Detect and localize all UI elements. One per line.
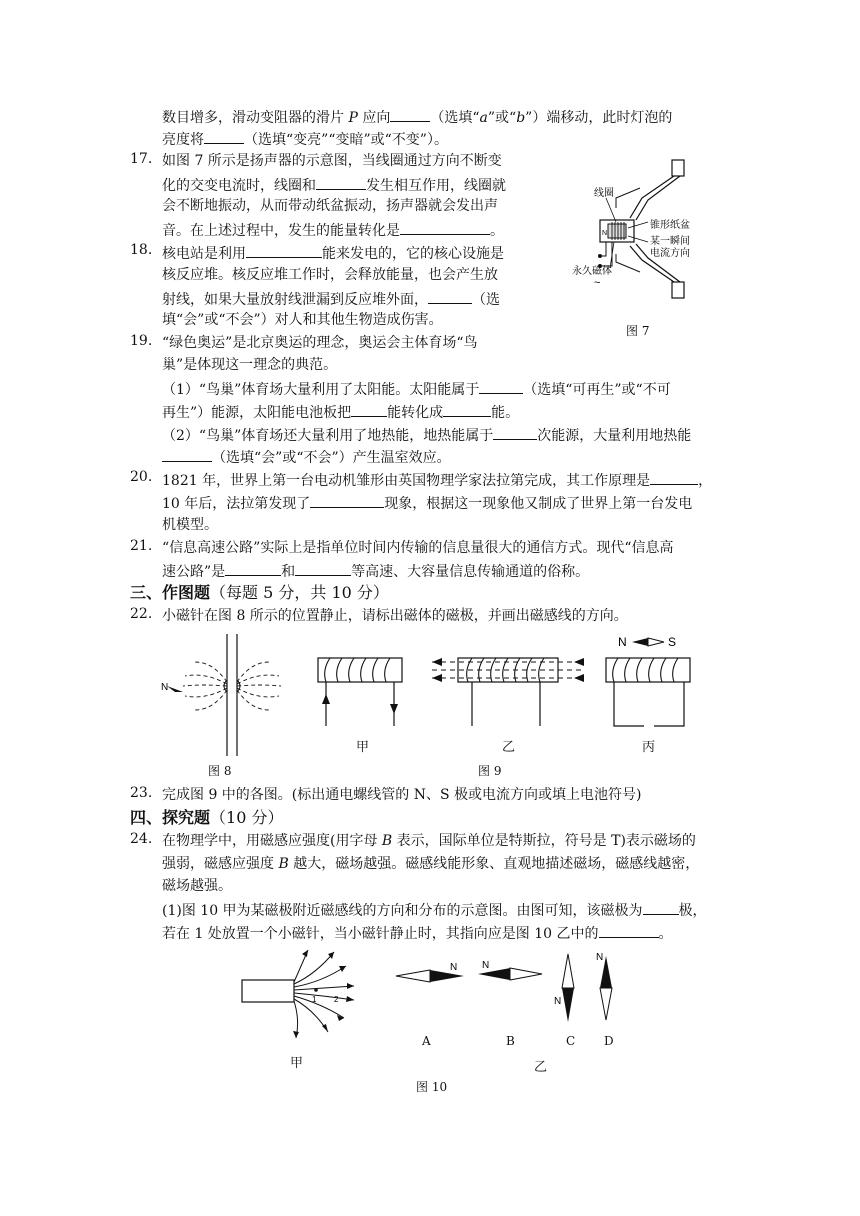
answer-blank[interactable]: [295, 560, 351, 576]
question-number: 23.: [130, 785, 153, 801]
text: 极，: [678, 903, 707, 919]
var-b: B: [278, 856, 289, 872]
answer-blank[interactable]: [310, 492, 384, 508]
text: 化的交变电流时，线圈和: [162, 178, 316, 194]
needle-n-label: N: [618, 635, 627, 649]
needle-s-label: S: [668, 635, 677, 649]
figure-10-jia-field-lines: [236, 944, 376, 1044]
answer-blank[interactable]: [204, 128, 244, 144]
text: （2）“鸟巢”体育场还大量利用了地热能，地热能属于: [162, 428, 494, 444]
text: （选填“: [430, 110, 480, 126]
text: （选填“变亮”“变暗”或“不变”）。: [244, 132, 448, 148]
compass-option-c[interactable]: [554, 954, 574, 1022]
var-b: B: [381, 833, 393, 849]
text: 能。: [491, 405, 520, 421]
text: (1)图 10 甲为某磁极附近磁感线的方向和分布的示意图。由图可知，该磁极为: [162, 903, 643, 919]
answer-blank[interactable]: [428, 288, 472, 304]
answer-blank[interactable]: [351, 401, 387, 417]
q21-line-2: [162, 560, 589, 582]
q17-line-3: 会不断地振动，从而带动纸盆振动，扬声器就会发出声: [162, 198, 498, 214]
figure-9-jia-solenoid: [312, 650, 412, 730]
needle-n-label: N: [596, 952, 604, 963]
needle-n-label: N: [482, 960, 490, 971]
q20-line-3: 机模型。: [162, 517, 218, 533]
text: 数目增多，滑动变阻器的滑片: [162, 110, 349, 126]
q17-line-2: [162, 174, 506, 196]
figure-10-caption: 图 10: [416, 1080, 448, 1094]
text: 再生”）能源，太阳能电池板把: [162, 405, 352, 421]
point-2-label: 2: [334, 995, 339, 1004]
figure-8-caption: 图 8: [208, 764, 232, 778]
text: 若在 1 处放置一个小磁针，当小磁针静止时，其指向应是图 10 乙中的: [162, 926, 599, 942]
q17-line-4: [162, 219, 504, 241]
q19-part-1-cont: [162, 401, 519, 423]
compass-option-a[interactable]: [396, 962, 464, 982]
compass-option-b[interactable]: [478, 960, 542, 980]
needle-n-label: N: [161, 682, 169, 693]
answer-blank[interactable]: [493, 424, 537, 440]
q21-line-1: “信息高速公路”实际上是指单位时间内传输的信息量很大的通信方式。现代“信息高: [162, 540, 674, 556]
label-moment-1: 某一瞬间: [650, 236, 690, 247]
text: 越大，磁场越强。磁感线能形象、直观地描述磁场，磁感线越密，: [288, 856, 700, 872]
label-coil: 线圈: [594, 188, 614, 199]
question-number: 18.: [130, 242, 153, 258]
label-cone: 锥形纸盆: [650, 220, 690, 231]
q24-line-2: [162, 854, 699, 874]
text: （选填“可再生”或“不可: [523, 382, 671, 398]
figure-8-magnet: [155, 632, 305, 760]
var-b: b: [516, 110, 526, 126]
text: 能转化成: [387, 405, 444, 421]
text: 亮度将: [162, 132, 204, 148]
text: ”）端移动，此时灯泡的: [525, 110, 673, 126]
text: 在物理学中，用磁感应强度(用字母: [162, 833, 382, 849]
option-a-label: A: [422, 1034, 431, 1048]
question-number: 19.: [130, 333, 153, 349]
needle-n-label: N: [450, 962, 458, 973]
text: 强弱，磁感应强度: [162, 856, 279, 872]
q24-sub-1: [162, 899, 707, 921]
text: 应向: [357, 110, 391, 126]
q18-line-3: [162, 288, 500, 310]
q18-line-4: 填“会”或“不会”）对人和其他生物造成伤害。: [162, 312, 443, 328]
question-number: 17.: [130, 151, 153, 167]
text: 核电站是利用: [162, 246, 246, 262]
section-4-heading: [130, 808, 283, 828]
figure-9-jia-label: 甲: [356, 740, 370, 755]
q18-line-1: [162, 242, 504, 264]
figure-9-yi-label: 乙: [502, 740, 516, 755]
needle-n-label: N: [554, 996, 562, 1007]
var-p: P: [348, 110, 358, 126]
q16-line-1: [162, 106, 672, 128]
answer-blank[interactable]: [599, 922, 659, 938]
text: ”或“: [487, 110, 517, 126]
figure-9-caption: 图 9: [478, 764, 502, 778]
text: 等高速、大容量信息传输通道的俗称。: [351, 564, 590, 580]
figure-10-jia-label: 甲: [290, 1056, 304, 1071]
q19-part-2: [162, 424, 691, 446]
q22-text: 小磁针在图 8 所示的位置静止，请标出磁体的磁极，并画出磁感线的方向。: [162, 608, 628, 624]
text: （选: [472, 292, 500, 308]
answer-blank[interactable]: [443, 401, 491, 417]
figure-10-yi-label: 乙: [534, 1060, 548, 1075]
text: ，: [698, 473, 713, 489]
q17-line-1: 如图 7 所示是扬声器的示意图，当线圈通过方向不断变: [162, 153, 502, 169]
q19-part-1: [162, 378, 671, 400]
figure-9-yi-solenoid: [428, 650, 588, 730]
section-3-heading: [130, 583, 389, 603]
text: 射线，如果大量放射线泄漏到反应堆外面，: [162, 292, 428, 308]
figure-7-speaker: [572, 158, 692, 320]
text: 次能源，大量利用地热能: [537, 428, 692, 444]
label-moment-2: 电流方向: [650, 248, 690, 259]
q16-line-2: [162, 128, 448, 150]
option-b-label: B: [506, 1034, 515, 1048]
figure-9-bing-solenoid: [598, 632, 698, 732]
section-title: 四、探究题: [130, 808, 211, 827]
text: 速公路”是: [162, 564, 226, 580]
text: 。: [658, 926, 673, 942]
q24-sub-1-cont: [162, 922, 673, 944]
svg-text:~: ~: [594, 277, 601, 289]
answer-blank[interactable]: [643, 899, 679, 915]
question-number: 20.: [130, 469, 153, 485]
section-title: 三、作图题: [130, 583, 211, 602]
answer-blank[interactable]: [225, 560, 281, 576]
text: 音。在上述过程中，发生的能量转化是: [162, 223, 400, 239]
coil-marker: N: [602, 230, 608, 237]
figure-9-bing-label: 丙: [642, 740, 656, 755]
text: 1821 年，世界上第一台电动机雏形由英国物理学家法拉第完成，其工作原理是: [162, 473, 651, 489]
text: 表示，国际单位是特斯拉，符号是 T)表示磁场的: [392, 833, 696, 849]
option-c-label: C: [566, 1034, 576, 1048]
q19-line-1: “绿色奥运”是北京奥运的理念，奥运会主体育场“鸟: [162, 335, 478, 351]
q18-line-2: 核反应堆。核反应堆工作时，会释放能量，也会产生放: [162, 267, 498, 283]
section-points: （每题 5 分，共 10 分）: [210, 583, 389, 602]
text: 现象，根据这一现象他又制成了世界上第一台发电: [384, 496, 693, 512]
text: 。: [490, 223, 504, 239]
point-1-label: 1: [312, 995, 317, 1004]
question-number: 21.: [130, 538, 153, 554]
label-magnet: 永久磁体: [572, 266, 612, 277]
answer-blank[interactable]: [650, 469, 698, 485]
answer-blank[interactable]: [479, 378, 523, 394]
option-d-label: D: [604, 1034, 614, 1048]
answer-blank[interactable]: [246, 242, 322, 258]
q24-line-3: 磁场越强。: [162, 878, 232, 894]
text: 发生相互作用，线圈就: [366, 178, 506, 194]
answer-blank[interactable]: [390, 106, 430, 122]
question-number: 24.: [130, 831, 153, 847]
q19-line-2: 巢”是体现这一理念的典范。: [162, 357, 338, 373]
section-points: （10 分）: [210, 808, 284, 827]
text: 10 年后，法拉第发现了: [162, 496, 311, 512]
var-a: a: [479, 110, 488, 126]
q19-part-2-cont: [162, 446, 451, 468]
answer-blank[interactable]: [400, 219, 490, 235]
compass-option-d[interactable]: [596, 952, 612, 1020]
q23-text: 完成图 9 中的各图。(标出通电螺线管的 N、S 极或电流方向或填上电池符号): [162, 787, 642, 803]
answer-blank[interactable]: [162, 446, 212, 462]
figure-7-caption: 图 7: [626, 324, 650, 338]
text: 和: [281, 564, 296, 580]
answer-blank[interactable]: [316, 174, 366, 190]
q20-line-1: [162, 469, 712, 491]
text: （选填“会”或“不会”）产生温室效应。: [212, 450, 451, 466]
text: 能来发电的，它的核心设施是: [322, 246, 504, 262]
question-number: 22.: [130, 606, 153, 622]
q24-line-1: [162, 831, 696, 851]
text: （1）“鸟巢”体育场大量利用了太阳能。太阳能属于: [162, 382, 480, 398]
q20-line-2: [162, 492, 692, 514]
